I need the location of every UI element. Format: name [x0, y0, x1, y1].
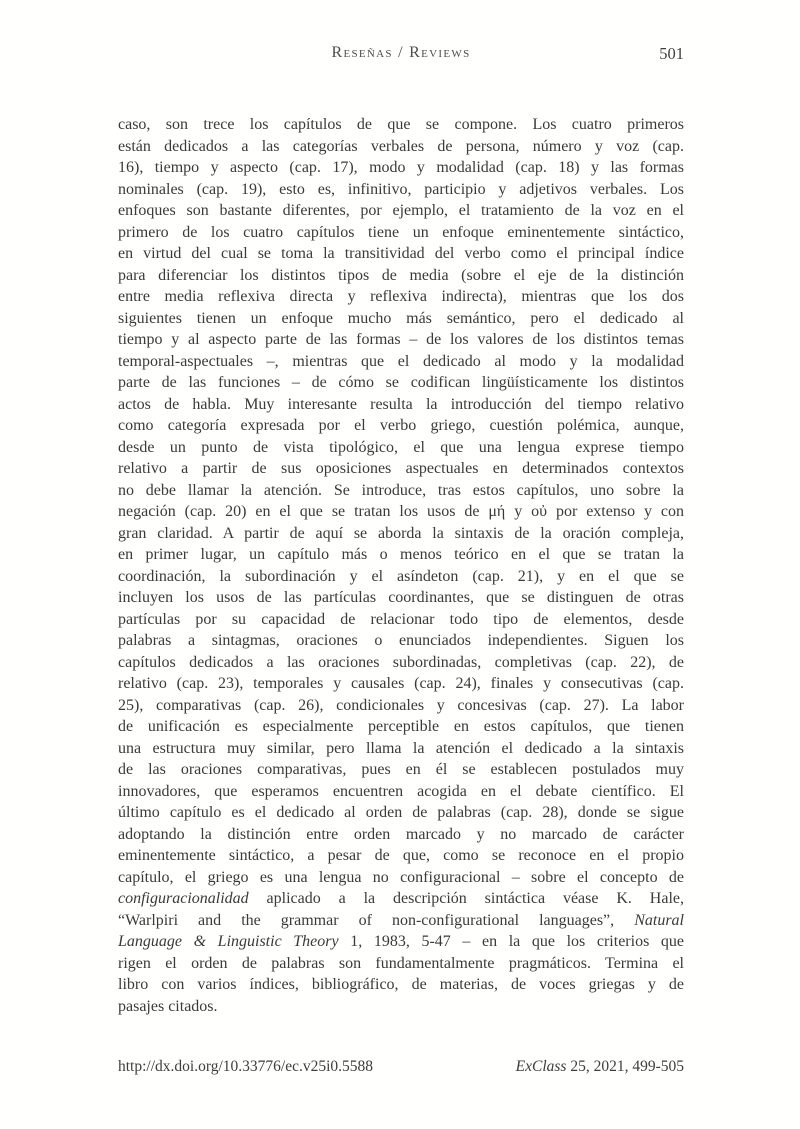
text-line: parte de las funciones – de cómo se codifican lingüísticamente los distintos — [118, 374, 684, 391]
text-line: primero de los cuatro capítulos tiene un enfoque eminentemente sintáctico, — [118, 223, 684, 241]
text-line: adoptando la distinción entre orden marcado y no marcado de carácter — [118, 825, 684, 843]
text-line: en primer lugar, un capítulo más o menos teórico en el que se tratan la — [118, 546, 684, 563]
text-line: siguientes tienen un enfoque mucho más semántico, pero el dedicado al — [118, 309, 684, 327]
journal-issue-pages: 25, 2021, 499-505 — [566, 1058, 684, 1075]
text-line: de unificación es especialmente perceptible en estos capítulos, que tienen — [118, 718, 684, 735]
text-line: último capítulo es el dedicado al orden de palabras (cap. 28), donde se sigue — [118, 804, 684, 821]
text-line: libro con varios índices, bibliográfico, de materias, de voces griegas y de — [118, 976, 684, 993]
text-line: para diferenciar los distintos tipos de media (sobre el eje de la distinción — [118, 266, 684, 284]
text-line: incluyen los usos de las partículas coordinantes, que se distinguen de otras — [118, 589, 684, 606]
text-line: palabras a sintagmas, oraciones o enunciados independientes. Siguen los — [118, 632, 684, 649]
text-line: “Warlpiri and the grammar of non-configurational languages”, Natural — [118, 911, 684, 929]
text-line: eminentemente sintáctico, a pesar de que, como se reconoce en el propio — [118, 847, 684, 864]
text-line: relativo (cap. 23), temporales y causales (cap. 24), finales y consecutivas (cap. — [118, 675, 684, 692]
text-line: relativo a partir de sus oposiciones aspectuales en determinados contextos — [118, 460, 684, 477]
text-line: desde un punto de vista tipológico, el que una lengua exprese tiempo — [118, 438, 684, 456]
text-line: nominales (cap. 19), esto es, infinitivo, participio y adjetivos verbales. Los — [118, 180, 684, 198]
text-line: una estructura muy similar, pero llama la atención el dedicado a la sintaxis — [118, 739, 684, 757]
text-line: tiempo y al aspecto parte de las formas – de los valores de los distintos temas — [118, 331, 684, 348]
text-line: capítulos dedicados a las oraciones subordinadas, completivas (cap. 22), de — [118, 653, 684, 671]
text-line: como categoría expresada por el verbo griego, cuestión polémica, aunque, — [118, 417, 684, 434]
text-line: entre media reflexiva directa y reflexiva indirecta), mientras que los dos — [118, 288, 684, 305]
journal-name: ExClass — [515, 1058, 567, 1075]
text-line: negación (cap. 20) en el que se tratan los usos de μή y οὐ por extenso y con — [118, 503, 684, 520]
text-line: en virtud del cual se toma la transitividad del verbo como el principal índice — [118, 245, 684, 262]
running-head: Reseñas / Reviews — [331, 44, 471, 61]
text-line: partículas por su capacidad de relacionar todo tipo de elementos, desde — [118, 610, 684, 628]
text-line: temporal-aspectuales –, mientras que el dedicado al modo y la modalidad — [118, 352, 684, 370]
journal-citation — [516, 1058, 684, 1076]
page-number: 501 — [659, 44, 684, 63]
text-line: están dedicados a las categorías verbales de persona, número y voz (cap. — [118, 137, 684, 155]
text-line: enfoques son bastante diferentes, por ejemplo, el tratamiento de la voz en el — [118, 202, 684, 219]
text-line: innovadores, que esperamos encuentren acogida en el debate científico. El — [118, 782, 684, 800]
doi-text: http://dx.doi.org/10.33776/ec.v25i0.5588 — [118, 1058, 374, 1075]
review-text — [118, 114, 684, 1017]
text-line: caso, son trece los capítulos de que se compone. Los cuatro primeros — [118, 116, 684, 133]
text-line: Language & Linguistic Theory 1, 1983, 5-47 – en la que los criterios que — [118, 933, 684, 950]
text-line: gran claridad. A partir de aquí se aborda la sintaxis de la oración compleja, — [118, 524, 684, 542]
text-line: configuracionalidad aplicado a la descripción sintáctica véase K. Hale, — [118, 890, 684, 907]
text-line: no debe llamar la atención. Se introduce, tras estos capítulos, uno sobre la — [118, 481, 684, 499]
text-line: 25), comparativas (cap. 26), condicionales y concesivas (cap. 27). La labor — [118, 696, 684, 714]
text-line: rigen el orden de palabras son fundamentalmente pragmáticos. Termina el — [118, 954, 684, 972]
text-line: 16), tiempo y aspecto (cap. 17), modo y modalidad (cap. 18) y las formas — [118, 159, 684, 176]
text-line: capítulo, el griego es una lengua no configuracional – sobre el concepto de — [118, 868, 684, 886]
text-line: actos de habla. Muy interesante resulta la introducción del tiempo relativo — [118, 395, 684, 413]
text-line: coordinación, la subordinación y el asíndeton (cap. 21), y en el que se — [118, 567, 684, 585]
text-line: de las oraciones comparativas, pues en él se establecen postulados muy — [118, 761, 684, 778]
page-header — [118, 44, 684, 66]
text-line: pasajes citados. — [118, 997, 218, 1015]
page-footer — [118, 1058, 684, 1076]
